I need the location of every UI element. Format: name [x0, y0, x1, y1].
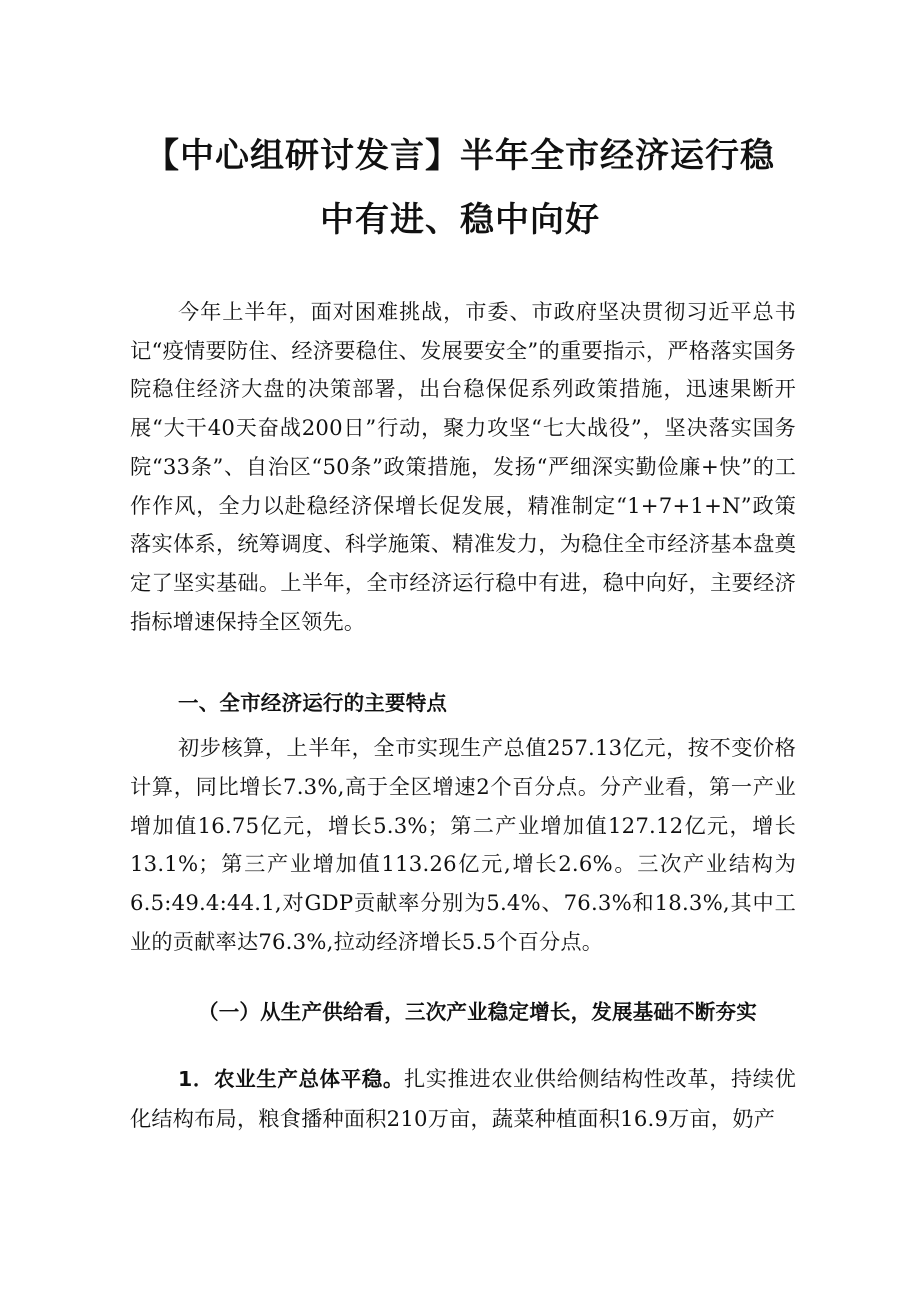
intro-paragraph: 今年上半年，面对困难挑战，市委、市政府坚决贯彻习近平总书记“疫情要防住、经济要稳住、发展要安全”的重要指示，严格落实国务院稳住经济大盘的决策部署，出台稳保促系列政策措施，迅速果断开展“大干40天奋战200日”行动，聚力攻坚“七大战役”，坚决落实国务院“33条”、自治区“50条”政策措施，发扬“严细深实勤俭廉+快”的工作作风，全力以赴稳经济保增长促发展，精准制定“1+7+1+N”政策落实体系，统筹调度、科学施策、精准发力，为稳住全市经济基本盘奠定了坚实基础。上半年，全市经济运行稳中有进，稳中向好，主要经济指标增速保持全区领先。: [130, 299, 796, 634]
agriculture-body-text: 扎实推进农业供给侧结构性改革，持续优化结构布局，粮食播种面积210万亩，蔬菜种植面积16.9万亩，奶产: [130, 1066, 796, 1131]
subsection-heading-production-supply: （一）从生产供给看，三次产业稳定增长，发展基础不断夯实: [198, 1000, 757, 1024]
document-title-line-2: 中有进、稳中向好: [320, 200, 600, 240]
agriculture-paragraph: [130, 1059, 796, 1138]
agriculture-lead-text: 1．农业生产总体平稳。: [178, 1067, 404, 1091]
section-heading-main-features: 一、全市经济运行的主要特点: [178, 691, 448, 715]
document-title-line-1: 【中心组研讨发言】半年全市经济运行稳: [145, 136, 775, 176]
gdp-summary-paragraph: 初步核算，上半年，全市实现生产总值257.13亿元，按不变价格计算，同比增长7.3%,高于全区增速2个百分点。分产业看，第一产业增加值16.75亿元，增长5.3%；第二产业增加值127.12亿元，增长13.1%；第三产业增加值113.26亿元,增长2.6%。三次产业结构为6.5:49.4:44.1,对GDP贡献率分别为5.4%、76.3%和18.3%,其中工业的贡献率达76.3%,拉动经济增长5.5个百分点。: [130, 735, 796, 954]
